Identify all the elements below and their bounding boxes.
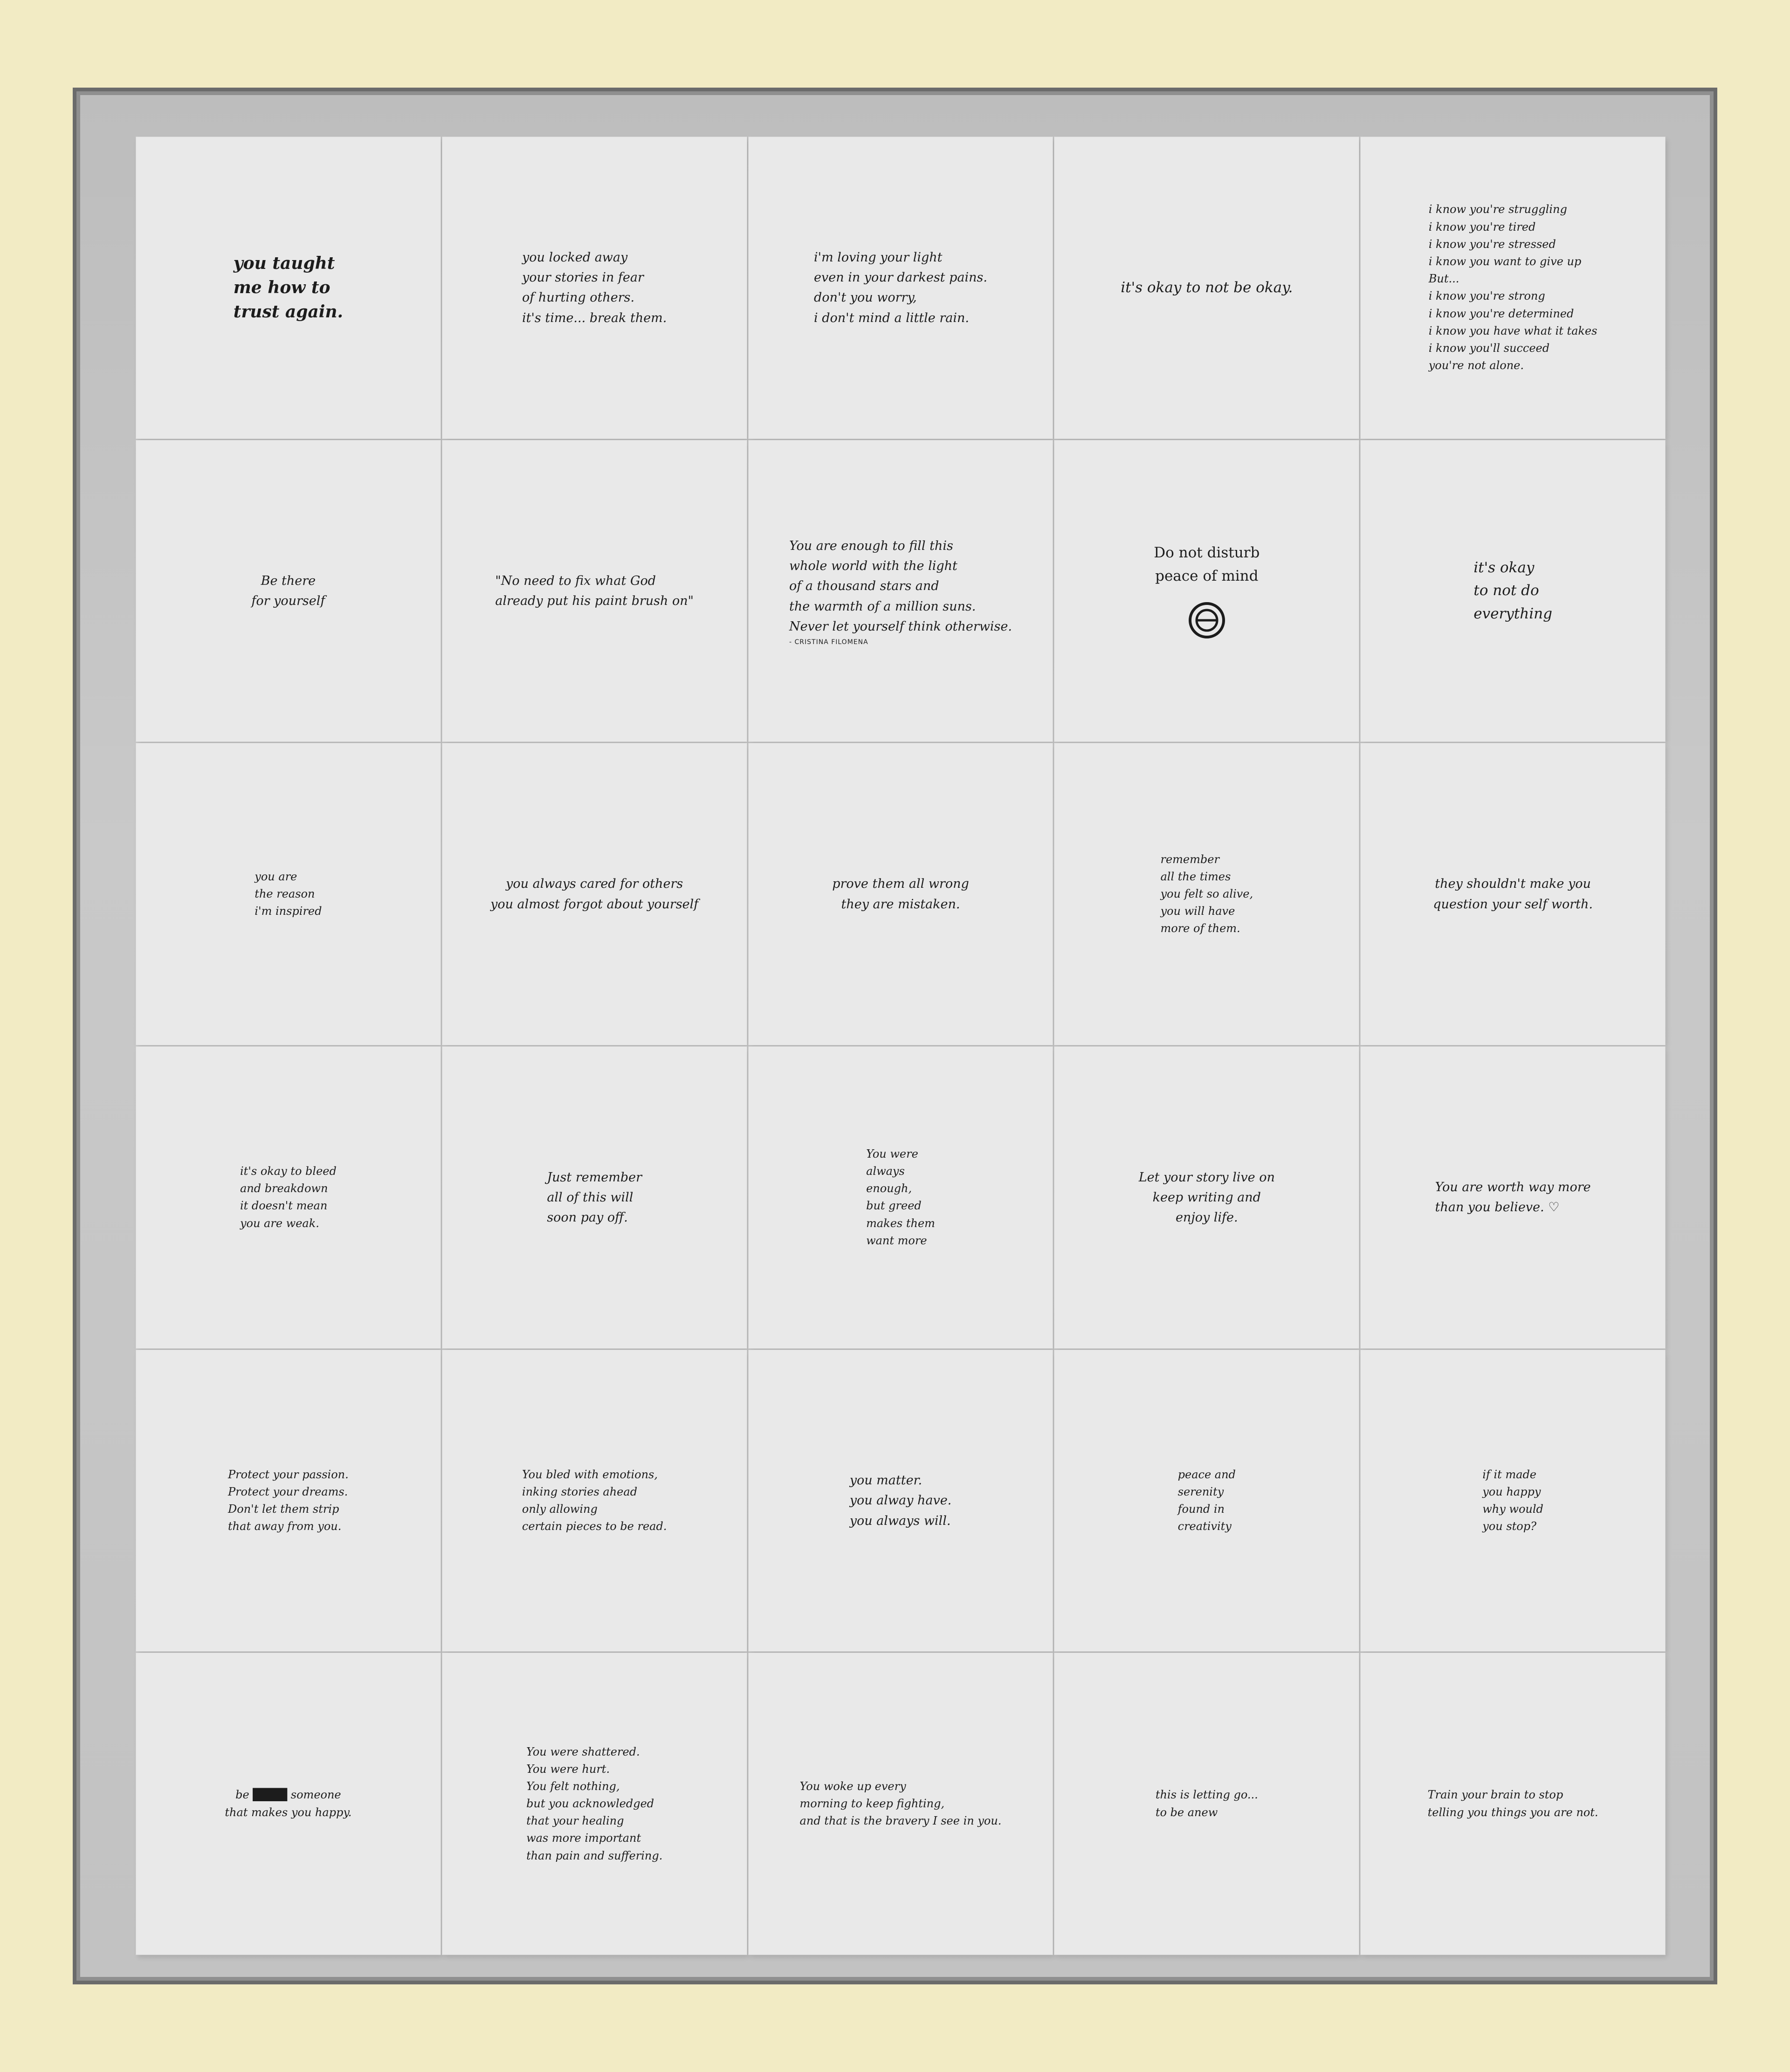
note-card [749,137,1053,439]
note-text: you always cared for others you almost forgot about yourself [490,877,699,912]
note-content [789,536,1012,646]
note-text: Let your story live on keep writing and enjoy life. [1138,1170,1275,1225]
note-text: i know you're struggling i know you're tired i know you're stressed i know you want to give up But... i know you're strong i know you're determined i know you have what it takes i know you'll succeed you're not alone. [1428,203,1597,372]
note-card [136,1350,441,1652]
note-text: it's okay to bleed and breakdown it doesn't mean you are weak. [240,1164,337,1230]
note-text: You were always enough, but greed makes them want more [866,1147,935,1247]
note-text: you locked away your stories in fear of hurting others. it's time... break them. [522,250,667,325]
note-text: i'm loving your light even in your darkest pains. don't you worry, i don't mind a little rain. [814,250,987,325]
note-text: you taught me how to trust again. [233,254,344,322]
note-card [136,440,441,742]
note-text: Just remember all of this will soon pay off. [547,1170,642,1225]
note-card [136,1047,441,1348]
note-card [442,440,747,742]
note-text: You were shattered. You were hurt. You felt nothing, but you acknowledged that your healing was more important than pain and suffering. [526,1745,663,1862]
note-text: You are worth way more than you believe. ♡ [1435,1180,1591,1215]
note-card [136,743,441,1045]
note-card [749,1047,1053,1348]
note-card [136,1653,441,1955]
note-text: you matter. you alway have. you always will. [849,1473,952,1528]
note-card [442,137,747,439]
note-text: You are enough to fill this whole world with the light of a thousand stars and the warmth of a million suns. Never let yourself think otherwise. [789,539,1012,634]
note-text: "No need to fix what God already put his paint brush on" [495,573,694,608]
note-card [749,1350,1053,1652]
note-text: it's okay to not do everything [1473,559,1552,622]
note-text: if it made you happy why would you stop? [1482,1468,1543,1533]
note-card [442,1047,747,1348]
note-text: You woke up every morning to keep fighting, and that is the bravery I see in you. [799,1779,1002,1828]
note-text: Train your brain to stop telling you things you are not. [1427,1788,1598,1819]
note-card [1361,440,1665,742]
note-card [1054,1653,1359,1955]
note-card [749,743,1053,1045]
note-text: Protect your passion. Protect your dreams. Don't let them strip that away from you. [228,1468,349,1533]
note-card [1361,743,1665,1045]
note-card [1054,1350,1359,1652]
note-card [1054,743,1359,1045]
note-text: this is letting go... to be anew [1155,1788,1258,1819]
note-card [1361,137,1665,439]
note-card [1054,440,1359,742]
circle-emblem-icon [1187,600,1227,640]
note-card [442,1350,747,1652]
note-attribution: - CRISTINA FILOMENA [789,638,868,646]
note-card [749,440,1053,742]
note-card [442,743,747,1045]
note-text: remember all the times you felt so alive, you will have more of them. [1160,852,1253,935]
note-card [1054,1047,1359,1348]
note-content [1154,542,1260,640]
wall-background [80,95,1710,1977]
note-card [1361,1653,1665,1955]
note-text: Do not disturb peace of mind [1154,544,1260,584]
note-text: it's okay to not be okay. [1121,279,1293,296]
note-card [1361,1047,1665,1348]
picture-frame [73,88,1717,1984]
note-text: prove them all wrong they are mistaken. [832,877,969,912]
note-card [1361,1350,1665,1652]
note-card [136,137,441,439]
note-card [749,1653,1053,1955]
note-text: you are the reason i'm inspired [255,870,322,918]
note-text: be ████ someone that makes you happy. [225,1788,352,1819]
note-text: You bled with emotions, inking stories ahead only allowing certain pieces to be read. [522,1468,667,1533]
note-text: they shouldn't make you question your self worth. [1433,877,1593,912]
note-card [1054,137,1359,439]
note-text: peace and serenity found in creativity [1177,1468,1236,1533]
note-text: Be there for yourself [251,573,325,608]
notes-grid [136,137,1665,1955]
note-card [442,1653,747,1955]
